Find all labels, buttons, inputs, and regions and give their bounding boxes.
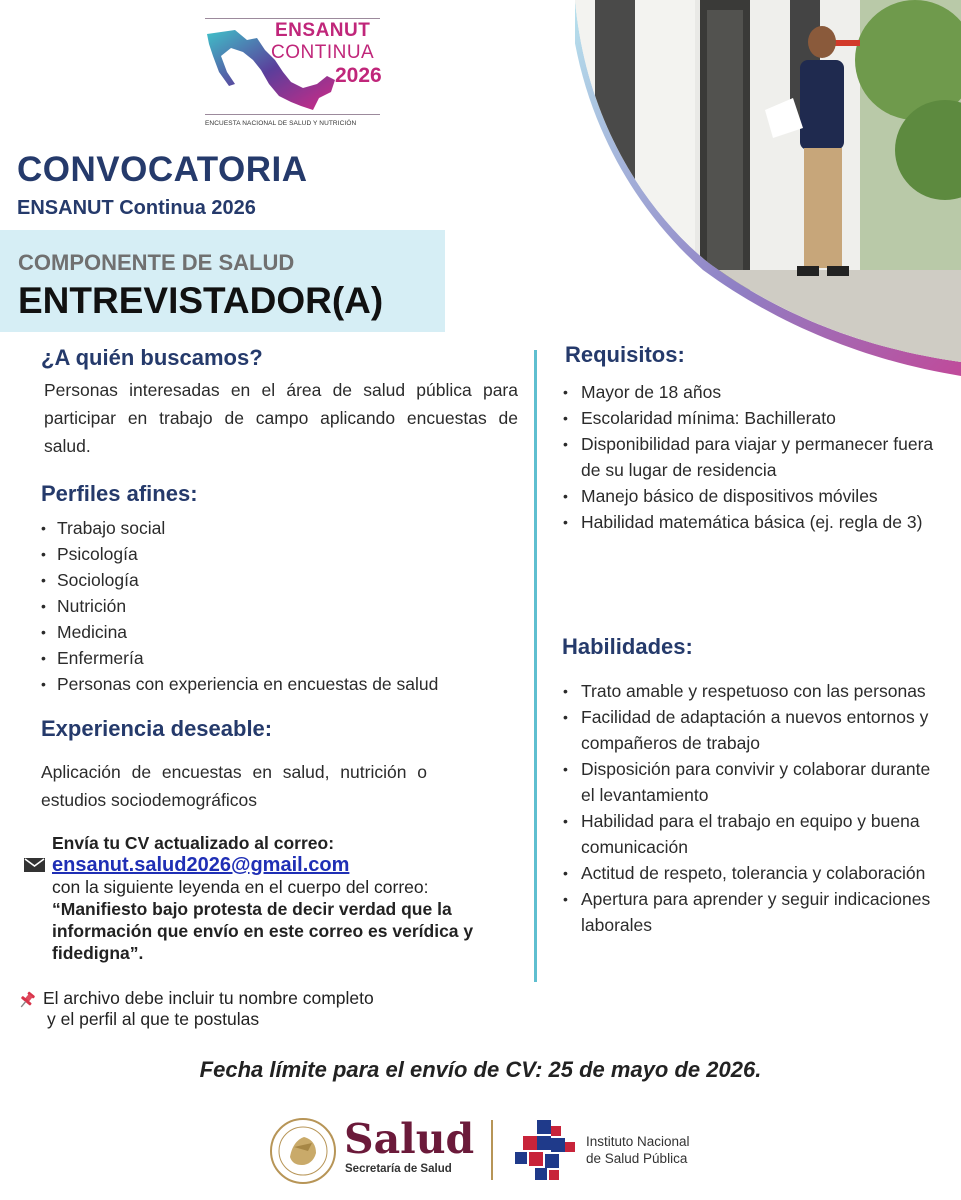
list-item: • Disponibilidad para viajar y permanecer fuera de su lugar de residencia	[563, 431, 935, 483]
page-title: CONVOCATORIA	[17, 150, 308, 189]
who-text: Personas interesadas en el área de salud pública para participar en trabajo de campo aplicando encuestas de salud.	[44, 380, 518, 456]
list-item: • Habilidad para el trabajo en equipo y buena comunicación	[563, 808, 945, 860]
list-item: • Manejo básico de dispositivos móviles	[563, 483, 935, 509]
interviewer-photo	[575, 0, 961, 380]
list-item: • Psicología	[41, 541, 531, 567]
footer-divider	[491, 1120, 493, 1180]
file-note-line2: y el perfil al que te postulas	[47, 1009, 260, 1029]
logo-line1: ENSANUT	[275, 20, 371, 41]
list-item: • Enfermería	[41, 645, 531, 671]
deadline-text: Fecha límite para el envío de CV: 25 de mayo de 2026.	[199, 1057, 762, 1082]
insp-name	[586, 1133, 690, 1167]
list-item: • Escolaridad mínima: Bachillerato	[563, 405, 935, 431]
list-item: • Actitud de respeto, tolerancia y colaboración	[563, 860, 945, 886]
position-title: ENTREVISTADOR(A)	[18, 280, 384, 321]
insp-line2: de Salud Pública	[586, 1151, 688, 1166]
ensanut-logo	[205, 18, 380, 130]
list-item: • Medicina	[41, 619, 531, 645]
list-item: • Trato amable y respetuoso con las personas	[563, 678, 945, 704]
requirements-list	[563, 379, 935, 535]
profiles-list	[41, 515, 531, 697]
file-note-line1: El archivo debe incluir tu nombre completo	[43, 988, 374, 1008]
logo-top-rule	[205, 18, 380, 19]
column-divider	[534, 350, 537, 982]
list-item: • Apertura para aprender y seguir indicaciones laborales	[563, 886, 945, 938]
component-label: COMPONENTE DE SALUD	[18, 250, 295, 275]
list-item: • Habilidad matemática básica (ej. regla de 3)	[563, 509, 935, 535]
salud-logo-text: Salud	[344, 1115, 475, 1163]
list-item: • Facilidad de adaptación a nuevos entornos y compañeros de trabajo	[563, 704, 945, 756]
cv-send-label: Envía tu CV actualizado al correo:	[52, 833, 335, 853]
logo-tagline: ENCUESTA NACIONAL DE SALUD Y NUTRICIÓN	[205, 120, 357, 127]
list-item: • Trabajo social	[41, 515, 531, 541]
experience-heading: Experiencia deseable:	[41, 716, 273, 741]
requirements-heading: Requisitos:	[565, 342, 685, 367]
list-item: • Disposición para convivir y colaborar durante el levantamiento	[563, 756, 945, 808]
list-item: • Personas con experiencia en encuestas de salud	[41, 671, 531, 697]
coat-of-arms-icon	[268, 1117, 338, 1185]
cv-legend-quote: “Manifiesto bajo protesta de decir verdad que la información que envío en este correo es verídica y fidedigna”.	[52, 899, 474, 963]
insp-logo-icon	[515, 1120, 577, 1182]
logo-year: 2026	[335, 64, 382, 87]
logo-bottom-rule	[205, 114, 380, 115]
insp-line1: Instituto Nacional	[586, 1134, 690, 1149]
page-subtitle: ENSANUT Continua 2026	[17, 197, 256, 219]
who-heading: ¿A quién buscamos?	[41, 345, 263, 370]
envelope-icon	[24, 858, 45, 872]
file-note	[43, 988, 374, 1030]
salud-subtitle: Secretaría de Salud	[345, 1163, 452, 1175]
experience-text: Aplicación de encuestas en salud, nutrición o estudios sociodemográficos	[41, 762, 427, 810]
cv-legend-intro: con la siguiente leyenda en el cuerpo del correo:	[52, 877, 429, 897]
skills-list	[563, 678, 945, 938]
list-item: • Nutrición	[41, 593, 531, 619]
list-item: • Mayor de 18 años	[563, 379, 935, 405]
email-link[interactable]: ensanut.salud2026@gmail.com	[52, 854, 350, 876]
list-item: • Sociología	[41, 567, 531, 593]
profiles-heading: Perfiles afines:	[41, 481, 198, 506]
pushpin-icon	[17, 990, 37, 1010]
skills-heading: Habilidades:	[562, 634, 693, 659]
logo-line2: CONTINUA	[271, 42, 375, 63]
cv-instructions	[52, 832, 527, 964]
